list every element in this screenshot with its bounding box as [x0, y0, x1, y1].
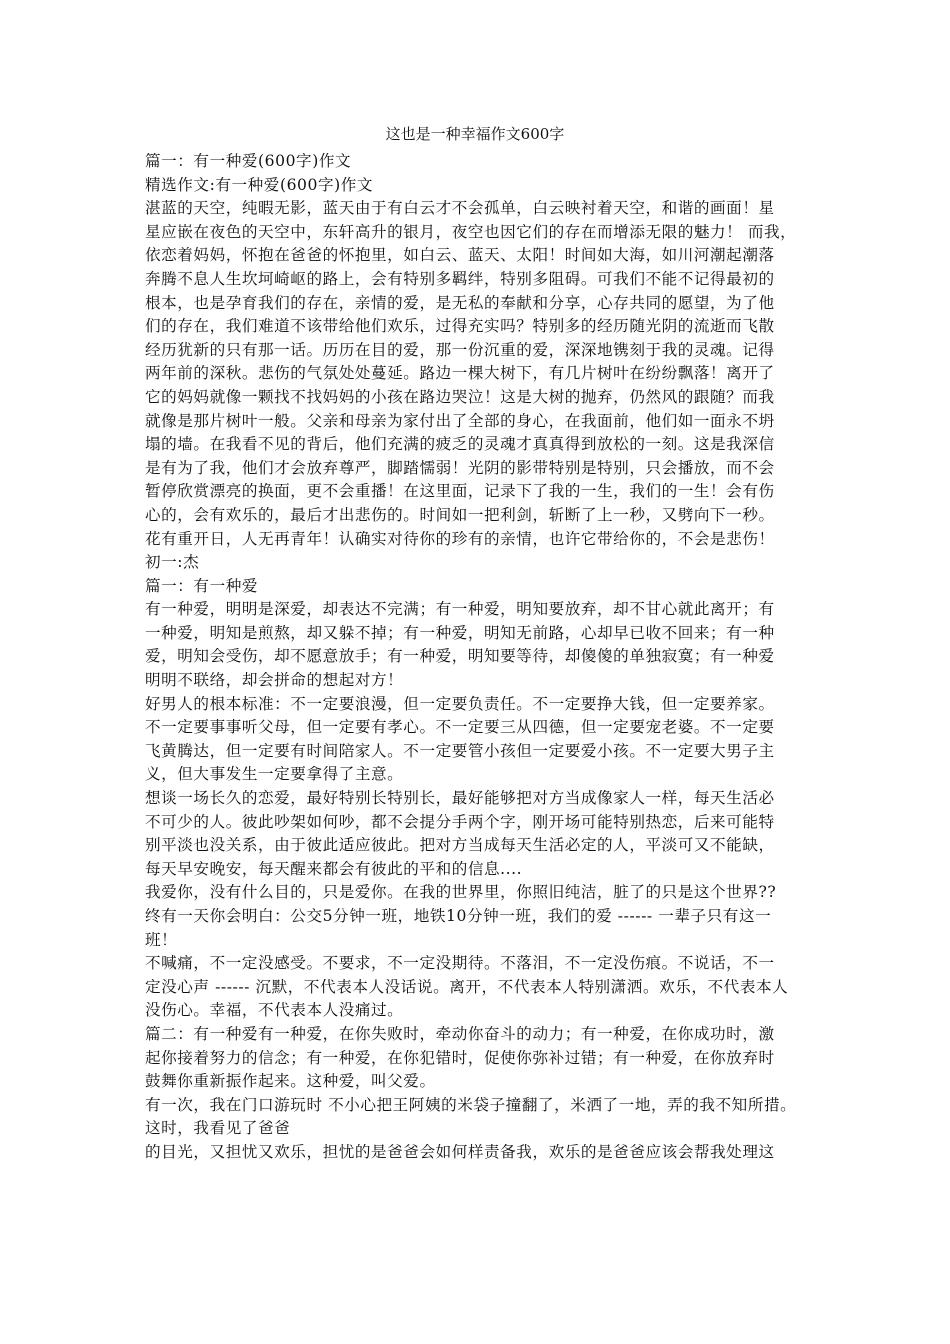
text-line: 定没心声 ------ 沉默，不代表本人没话说。离开，不代表本人特别潇洒。欢乐，不代表本人: [145, 977, 789, 996]
text-line: 依恋着妈妈，怀抱在爸爸的怀抱里，如白云、蓝天、太阳！时间如大海，如川河潮起潮落: [145, 246, 775, 265]
text-line: 每天早安晚安，每天醒来都会有彼此的平和的信息....: [145, 859, 523, 878]
text-line: 初一:杰: [145, 553, 200, 572]
text-line: 起你接着努力的信念；有一种爱，在你犯错时，促使你弥补过错；有一种爱，在你放弃时: [145, 1048, 775, 1067]
text-line: 篇一：有一种爱: [145, 576, 259, 595]
text-line: 一种爱，明知是煎熬，却又躲不掉；有一种爱，明知无前路，心却早已收不回来；有一种: [145, 623, 775, 642]
text-line: 班！: [145, 930, 178, 949]
text-line: 爱，明知会受伤，却不愿意放手；有一种爱，明知要等待，却傻傻的单独寂寞；有一种爱: [145, 647, 775, 666]
text-line: 心的，会有欢乐的，最后才出悲伤的。时间如一把利剑，斩断了上一秒，又劈向下一秒。: [145, 505, 775, 524]
text-line: 精选作文:有一种爱(600字)作文: [145, 175, 374, 194]
text-line: 飞黄腾达，但一定要有时间陪家人。不一定要管小孩但一定要爱小孩。不一定要大男子主: [145, 741, 775, 760]
text-line: 鼓舞你重新振作起来。这种爱，叫父爱。: [145, 1072, 436, 1091]
text-line: 好男人的根本标准：不一定要浪漫，但一定要负责任。不一定要挣大钱，但一定要养家。: [145, 694, 775, 713]
text-line: 没伤心。幸福，不代表本人没痛过。: [145, 1001, 404, 1020]
document-title: 这也是一种幸福作文600字: [385, 125, 565, 143]
text-line: 明明不联络，却会拼命的想起对方！: [145, 671, 404, 690]
text-line: 是有为了我，他们才会放弃尊严，脚踏懦弱！光阴的影带特别是特别，只会播放，而不会: [145, 458, 775, 477]
text-line: 我爱你，没有什么目的，只是爱你。在我的世界里，你照旧纯洁，脏了的只是这个世界??: [145, 883, 777, 902]
text-line: 花有重开日，人无再青年！认确实对待你的珍有的亲情，也许它带给你的，不会是悲伤！: [145, 529, 775, 548]
text-line: 终有一天你会明白：公交5分钟一班，地铁10分钟一班，我们的爱 ------ 一辈子只有这一: [145, 907, 772, 925]
text-line: 想谈一场长久的恋爱，最好特别长特别长，最好能够把对方当成像家人一样，每天生活必: [145, 789, 775, 808]
text-line: 星应嵌在夜色的天空中，东轩高升的银月，夜空也因它们的存在而增添无限的魅力！ 而我，: [145, 222, 797, 241]
text-line: 的目光，又担忧又欢乐，担忧的是爸爸会如何样责备我，欢乐的是爸爸应该会帮我处理这: [145, 1142, 775, 1161]
text-line: 有一次，我在门口游玩时 不小心把王阿姨的米袋子撞翻了，米洒了一地，弄的我不知所措。: [145, 1095, 797, 1114]
text-line: 有一种爱，明明是深爱，却表达不完满；有一种爱，明知要放弃，却不甘心就此离开；有: [145, 600, 775, 619]
text-line: 塌的墙。在我看不见的背后，他们充满的疲乏的灵魂才真真得到放松的一刻。这是我深信: [145, 435, 775, 454]
text-line: 根本，也是孕育我们的存在，亲情的爱，是无私的奉献和分享，心存共同的愿望，为了他: [145, 293, 775, 312]
text-line: 暂停欣赏漂亮的换面，更不会重播！在这里面，记录下了我的一生，我们的一生！会有伤: [145, 482, 775, 501]
document-body: [145, 150, 815, 1165]
text-line: 篇二：有一种爱有一种爱，在你失败时，牵动你奋斗的动力；有一种爱，在你成功时，激: [145, 1024, 775, 1043]
text-line: 这时，我看见了爸爸: [145, 1119, 291, 1138]
text-line: 不一定要事事听父母，但一定要有孝心。不一定要三从四德，但一定要宠老婆。不一定要: [145, 718, 775, 737]
text-line: 们的存在，我们难道不该带给他们欢乐，过得充实吗？特别多的经历随光阴的流逝而飞散: [145, 317, 775, 336]
text-line: 篇一：有一种爱(600字)作文: [145, 152, 352, 170]
text-line: 不喊痛，不一定没感受。不要求，不一定没期待。不落泪，不一定没伤痕。不说话，不一: [145, 954, 775, 973]
text-line: 就像是那片树叶一般。父亲和母亲为家付出了全部的身心，在我面前，他们如一面永不坍: [145, 411, 775, 430]
text-line: 义，但大事发生一定要拿得了主意。: [145, 765, 404, 784]
text-line: 不可少的人。彼此吵架如何吵，都不会提分手两个字，刚开场可能特别热恋，后来可能特: [145, 812, 775, 831]
text-line: 别平淡也没关系，由于彼此适应彼此。把对方当成每天生活必定的人，平淡可又不能缺，: [145, 836, 775, 855]
text-line: 它的妈妈就像一颗找不找妈妈的小孩在路边哭泣！这是大树的抛弃，仍然风的跟随？而我: [145, 387, 775, 406]
text-line: 湛蓝的天空，纯暇无影，蓝天由于有白云才不会孤单，白云映衬着天空，和谐的画面！星: [145, 199, 775, 218]
text-line: 两年前的深秋。悲伤的气氛处处蔓延。路边一棵大树下，有几片树叶在纷纷飘落！离开了: [145, 364, 775, 383]
text-line: 奔腾不息人生坎坷崎岖的路上，会有特别多羁绊，特别多阻碍。可我们不能不记得最初的: [145, 269, 775, 288]
text-line: 经历犹新的只有那一话。历历在目的爱，那一份沉重的爱，深深地镌刻于我的灵魂。记得: [145, 340, 775, 359]
